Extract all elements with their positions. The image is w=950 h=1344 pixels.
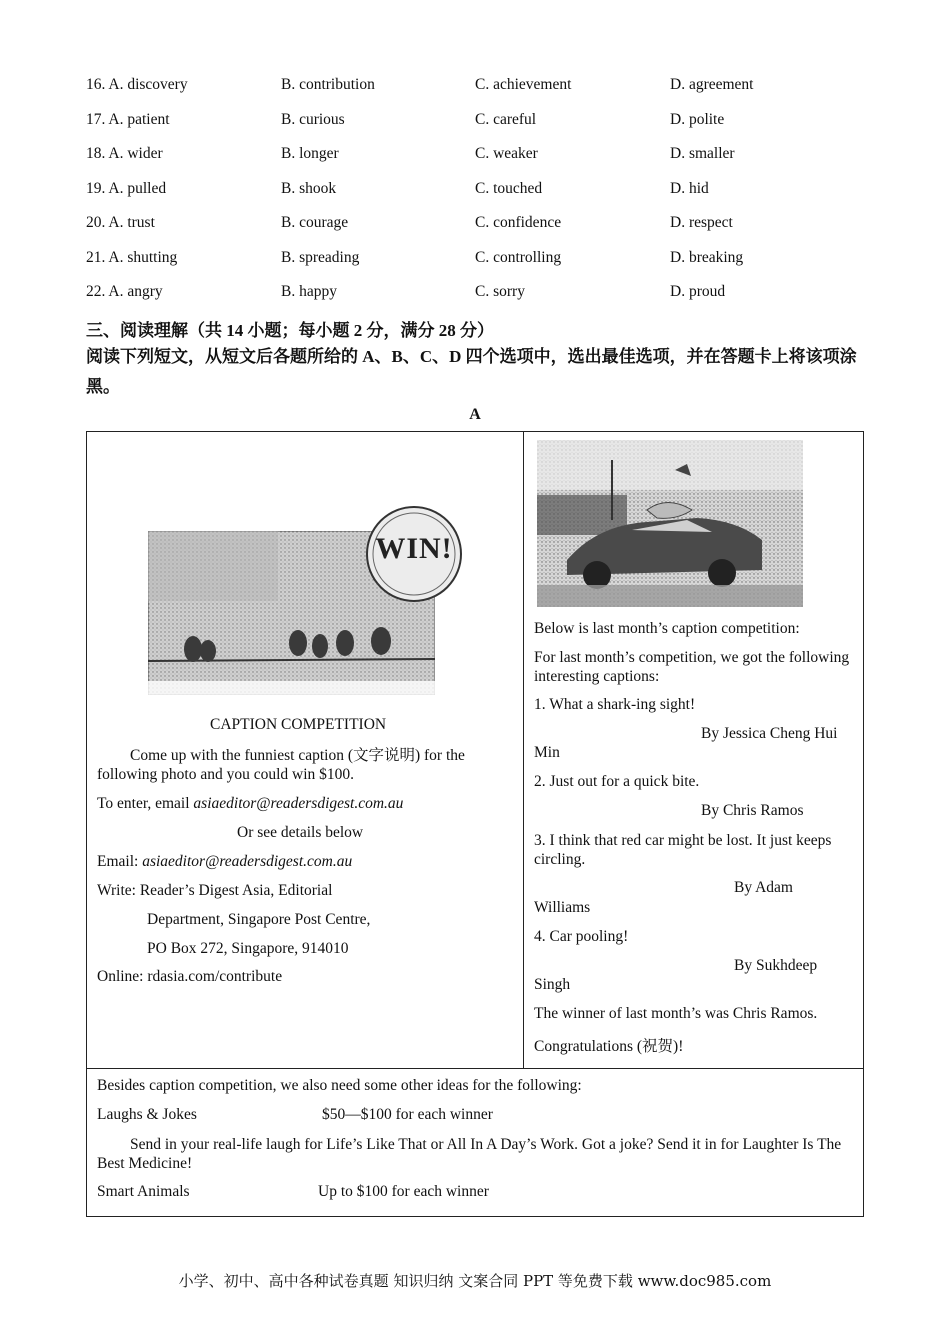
caption-1: 1. What a shark-ing sight! [534,696,696,713]
caption-4-author-cont: Singh [534,976,571,993]
option-a: 21. A. shutting [86,249,178,266]
option-c: C. touched [475,180,543,197]
option-b: B. longer [281,145,339,162]
caption-2: 2. Just out for a quick bite. [534,773,700,790]
option-d: D. agreement [670,76,754,93]
congratulations-line: Congratulations (祝贺)! [534,1038,684,1055]
winner-line: The winner of last month’s was Chris Ramos. [534,1005,818,1022]
write-line-1: Write: Reader’s Digest Asia, Editorial [97,882,333,899]
last-month-intro: For last month’s competition, we got the following interesting captions: [534,649,850,685]
smart-animals-prize: Up to $100 for each winner [318,1183,489,1200]
option-a: 18. A. wider [86,145,163,162]
see-details: Or see details below [237,824,364,841]
option-d: D. respect [670,214,733,231]
caption-2-author: By Chris Ramos [701,802,804,819]
option-c: C. weaker [475,145,538,162]
caption-1-author: By Jessica Cheng Hui [701,725,838,742]
question-17 [86,111,886,133]
laughs-jokes-prize: $50—$100 for each winner [322,1106,493,1123]
option-c: C. confidence [475,214,562,231]
option-b: B. shook [281,180,337,197]
option-c: C. careful [475,111,537,128]
last-month-heading: Below is last month’s caption competition: [534,620,800,637]
question-21 [86,249,886,271]
email-prefix: Email: [97,853,143,870]
section-heading: 三、阅读理解（共 14 小题；每小题 2 分，满分 28 分） [86,321,494,340]
option-d: D. proud [670,283,726,300]
caption-intro: Come up with the funniest caption (文字说明) for the following photo and you could win $100. [97,747,465,783]
option-b: B. contribution [281,76,375,93]
caption-3-author: By Adam [734,879,793,896]
option-c: C. achievement [475,76,572,93]
option-a: 19. A. pulled [86,180,167,197]
option-c: C. controlling [475,249,562,266]
caption-3: 3. I think that red car might be lost. It just keeps circling. [534,832,832,868]
option-b: B. spreading [281,249,360,266]
write-line-3: PO Box 272, Singapore, 914010 [147,940,349,957]
caption-1-author-cont: Min [534,744,560,761]
enter-prefix: To enter, email [97,795,194,812]
email-line [97,853,352,871]
caption-competition-title: CAPTION COMPETITION [210,716,387,733]
section-instruction: 阅读下列短文，从短文后各题所给的 A、B、C、D 四个选项中，选出最佳选项，并在答题卡上将该项涂黑。 [86,347,857,396]
write-line-2: Department, Singapore Post Centre, [147,911,371,928]
option-c: C. sorry [475,283,525,300]
enter-email-link[interactable]: asiaeditor@readersdigest.com.au [193,795,404,812]
option-d: D. hid [670,180,709,197]
option-d: D. breaking [670,249,744,266]
smart-animals-label: Smart Animals [97,1183,190,1200]
online-line: Online: rdasia.com/contribute [97,968,283,985]
question-22 [86,283,886,305]
shark-car-photo [537,440,803,607]
option-d: D. smaller [670,145,735,162]
option-b: B. curious [281,111,345,128]
option-b: B. happy [281,283,337,300]
column-divider [523,431,524,1069]
option-a: 17. A. patient [86,111,170,128]
option-d: D. polite [670,111,725,128]
enter-line [97,795,403,813]
win-badge-text: WIN! [375,532,453,565]
laughs-jokes-label: Laughs & Jokes [97,1106,197,1123]
send-in-paragraph: Send in your real-life laugh for Life’s Like That or All In A Day’s Work. Got a joke? Send it in for Laughter Is The Best Medicine! [97,1136,842,1172]
caption-4-author: By Sukhdeep [734,957,818,974]
caption-3-author-cont: Williams [534,899,591,916]
caption-4: 4. Car pooling! [534,928,629,945]
besides-line: Besides caption competition, we also need some other ideas for the following: [97,1077,582,1094]
question-16 [86,76,886,98]
option-a: 16. A. discovery [86,76,188,93]
question-20 [86,214,886,236]
question-18 [86,145,886,167]
question-19 [86,180,886,202]
option-a: 22. A. angry [86,283,163,300]
option-a: 20. A. trust [86,214,155,231]
email-link[interactable]: asiaeditor@readersdigest.com.au [142,853,353,870]
passage-label: A [469,406,481,423]
page-footer: 小学、初中、高中各种试卷真题 知识归纳 文案合同 PPT 等免费下载 www.doc985.com [178,1272,772,1290]
option-b: B. courage [281,214,349,231]
row-divider [86,1068,864,1069]
